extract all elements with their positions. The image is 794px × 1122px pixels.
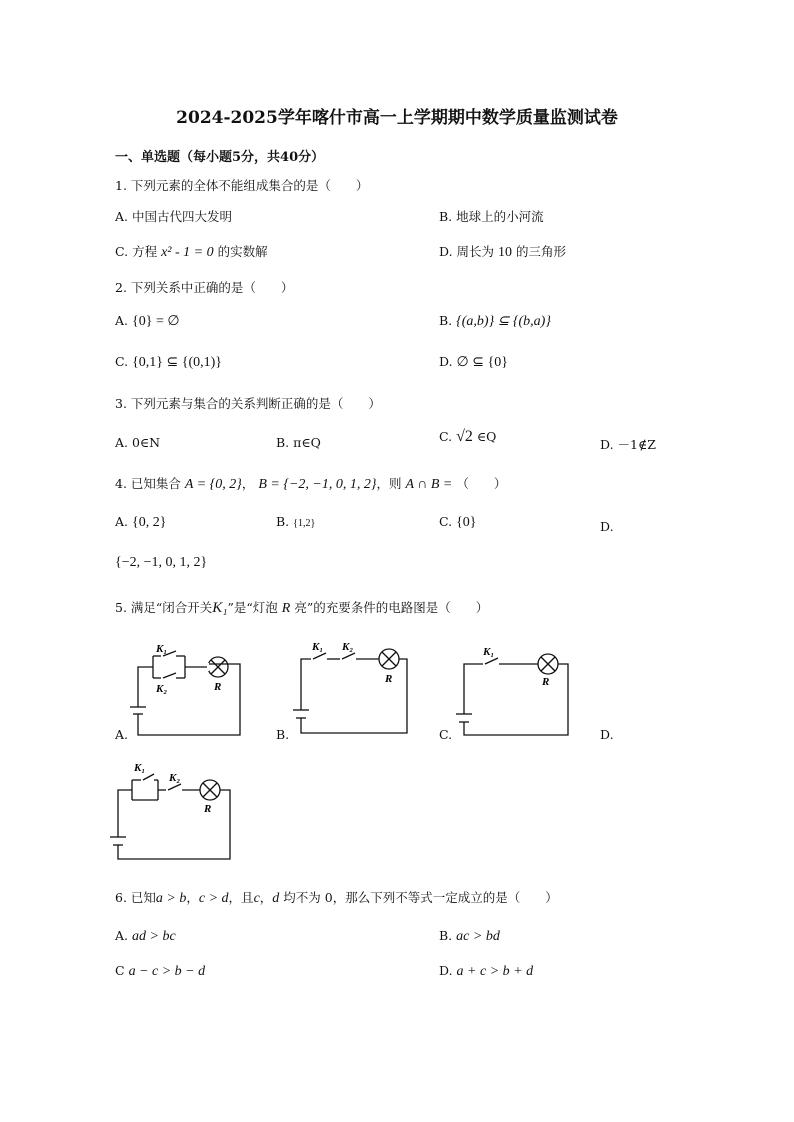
q6-option-c-math: a − c > b − d: [128, 964, 206, 979]
q5-b-label-r: R: [385, 673, 393, 685]
q2-option-c-label: C.: [115, 354, 129, 369]
q6-cond-cd: c > d: [198, 891, 229, 906]
q6-option-b-label: B.: [439, 928, 453, 943]
q2-option-a: [115, 313, 180, 330]
q3-option-c-label: C.: [439, 429, 453, 444]
q2-option-c-math: {0,1} ⊆ {(0,1)}: [132, 355, 223, 370]
q6-option-b: [439, 928, 500, 945]
q6-stem-prefix: 6. 已知: [115, 890, 156, 905]
q2-option-b-label: B.: [439, 313, 453, 328]
q5-d-label-k1: K₁: [134, 762, 146, 774]
question-4-stem: [115, 474, 506, 493]
question-6-stem: [115, 888, 558, 907]
q2-option-d-math: ∅ ⊆ {0}: [456, 355, 508, 370]
q2-option-b: [439, 313, 551, 330]
q6-option-a-math: ad > bc: [132, 929, 176, 944]
q4-stem-then: ，则: [376, 476, 402, 491]
q1-option-d: [439, 242, 566, 261]
q6-option-c-label: C: [115, 963, 125, 978]
q3-option-b: B. π∈Q: [276, 435, 321, 450]
q4-option-b: [276, 514, 315, 529]
q5-stem-suffix: 亮”的充要条件的电路图是（ ）: [294, 600, 489, 615]
q5-option-b: B.: [276, 727, 290, 742]
q4-option-a: [115, 514, 166, 531]
q5-option-d: D.: [600, 727, 614, 742]
q5-circuit-a: [128, 638, 248, 740]
q5-bulb-r: R: [281, 601, 291, 616]
q5-d-label-r: R: [204, 803, 212, 815]
q5-c-label-k1: K₁: [483, 646, 495, 658]
q2-option-d-label: D.: [439, 354, 453, 369]
q6-stem-suffix: 均不为 0，那么下列不等式一定成立的是（ ）: [283, 890, 558, 905]
q6-option-c: [115, 963, 205, 980]
q6-option-d-math: a + c > b + d: [456, 964, 534, 979]
q1-option-c-equation: x² - 1 = 0: [161, 245, 214, 260]
q5-stem-prefix: 5. 满足“闭合开关: [115, 600, 213, 615]
q5-a-label-k2: K₂: [156, 683, 168, 695]
q1-option-c-label: C. 方程: [115, 244, 158, 259]
q5-b-label-k1: K₁: [312, 641, 324, 653]
q1-option-c: [115, 242, 268, 261]
q4-intersection: A ∩ B =: [405, 477, 453, 492]
q2-option-d: [439, 354, 508, 371]
q4-option-c: [439, 514, 477, 531]
q4-option-b-label: B.: [276, 514, 290, 529]
q5-a-label-k1: K₁: [156, 643, 168, 655]
q2-option-a-math: {0} = ∅: [132, 314, 180, 329]
q5-c-label-r: R: [542, 676, 550, 688]
q4-set-a: A = {0, 2}: [184, 477, 242, 492]
q4-option-b-math: {1,2}: [293, 518, 316, 529]
q3-option-d: D. －1∉Z: [600, 437, 656, 452]
q6-stem-comma1: ，: [186, 890, 199, 905]
question-5-stem: [115, 598, 488, 617]
q6-option-a-label: A.: [115, 928, 129, 943]
q2-option-a-label: A.: [115, 313, 129, 328]
q4-option-d-label: D.: [600, 519, 614, 534]
q4-option-d-set: {−2, −1, 0, 1, 2}: [115, 555, 208, 570]
q4-option-a-label: A.: [115, 514, 129, 529]
q5-switch-k1: K₁: [212, 600, 228, 616]
q6-var-d: d: [272, 891, 280, 906]
q5-a-label-r: R: [214, 681, 222, 693]
question-1-stem: 1. 下列元素的全体不能组成集合的是（ ）: [115, 178, 369, 193]
q6-option-a: [115, 928, 176, 945]
q6-option-d: [439, 963, 533, 980]
q1-option-c-suffix: 的实数解: [217, 244, 268, 259]
q3-option-a: A. 0∈N: [115, 435, 161, 450]
q2-option-c: [115, 354, 222, 371]
q5-option-c: C.: [439, 727, 453, 742]
q3-option-c-suffix: ∈Q: [476, 429, 497, 444]
q2-option-b-math: {(a,b)} ⊆ {(b,a)}: [456, 314, 551, 329]
q4-set-b: B = {−2, −1, 0, 1, 2}: [258, 477, 377, 492]
q4-option-c-label: C.: [439, 514, 453, 529]
q6-stem-and: ，且: [228, 890, 254, 905]
q5-stem-middle: ”是“灯泡: [227, 600, 278, 615]
q4-stem-comma: ，: [241, 476, 255, 491]
q1-option-b: B. 地球上的小河流: [439, 209, 544, 224]
q5-d-label-k2: K₂: [169, 772, 181, 784]
q5-b-label-k2: K₂: [342, 641, 354, 653]
q4-stem-suffix: （ ）: [456, 476, 507, 491]
q1-option-d-label: D. 周长为: [439, 244, 495, 259]
q5-circuit-b: [293, 638, 413, 738]
q5-option-a: A.: [115, 727, 129, 742]
question-3-stem: 3. 下列元素与集合的关系判断正确的是（ ）: [115, 396, 381, 411]
q5-circuit-c: [456, 642, 576, 740]
q3-option-c-sqrt: √2: [456, 428, 473, 445]
q6-cond-ab: a > b: [155, 891, 187, 906]
q4-option-a-math: {0, 2}: [132, 515, 167, 530]
question-2-stem: 2. 下列关系中正确的是（ ）: [115, 280, 294, 295]
exam-title: 2024-2025学年喀什市高一上学期期中数学质量监测试卷: [176, 108, 618, 128]
q5-circuit-d: [108, 758, 236, 864]
q1-option-d-number: 10: [498, 245, 513, 260]
q6-option-b-math: ac > bd: [456, 929, 500, 944]
q1-option-d-suffix: 的三角形: [516, 244, 567, 259]
q6-option-d-label: D.: [439, 963, 453, 978]
section-heading: 一、单选题（每小题5分，共40分）: [115, 150, 325, 165]
q1-option-a: A. 中国古代四大发明: [115, 209, 232, 224]
q4-option-d-math: [115, 554, 207, 571]
q4-stem-prefix: 4. 已知集合: [115, 476, 181, 491]
q3-option-c: [439, 428, 496, 446]
q4-option-c-math: {0}: [456, 515, 477, 530]
q6-stem-comma2: ，: [259, 890, 273, 905]
q6-var-c: c: [253, 891, 260, 906]
